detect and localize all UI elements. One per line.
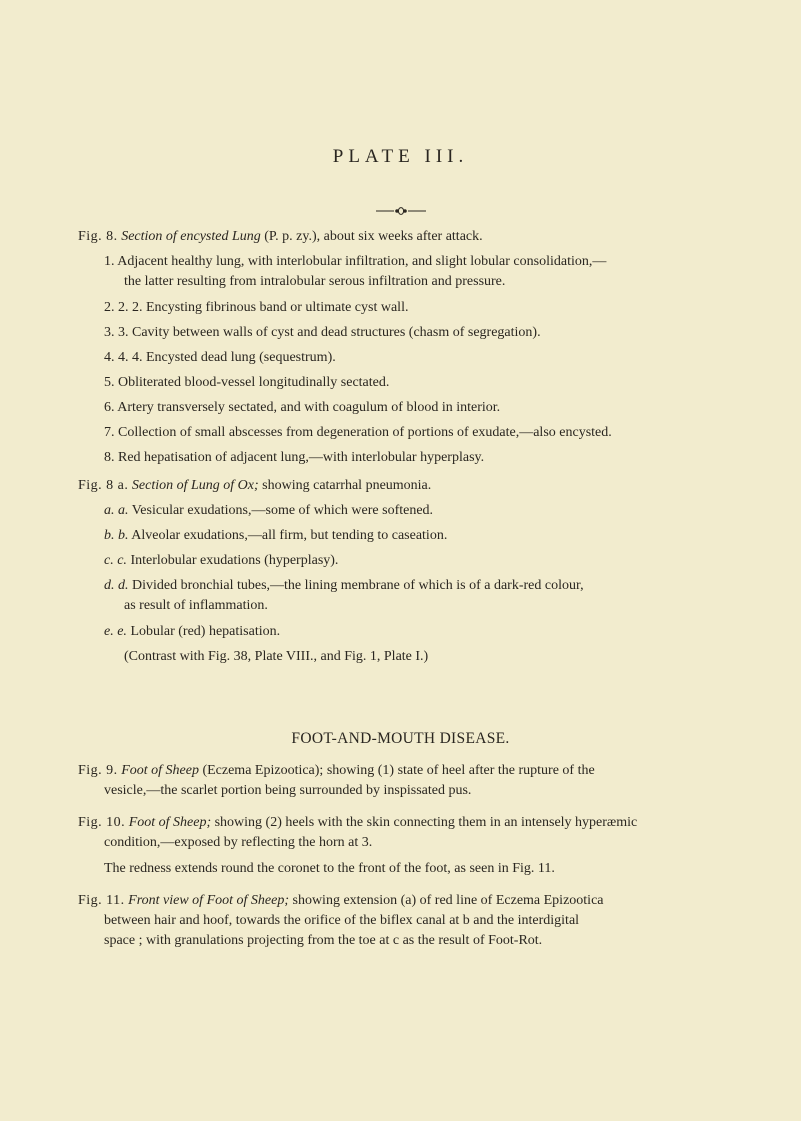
- item-text: Cavity between walls of cyst and dead structures (chasm of segregation).: [132, 325, 541, 340]
- fig-11-label: Fig. 11.: [78, 893, 125, 908]
- fig-8-label: Fig. 8.: [78, 229, 118, 244]
- item-text: Encysted dead lung (sequestrum).: [146, 350, 336, 365]
- fig-10-line-3: The redness extends round the coronet to the front of the foot, as seen in Fig. 11.: [104, 861, 555, 876]
- fig-8a-item: [104, 622, 280, 642]
- fig-8a-item: [104, 501, 433, 521]
- fig-8-item: [104, 323, 541, 343]
- fig-10-label: Fig. 10.: [78, 815, 126, 830]
- fig-9-title: Foot of Sheep: [121, 763, 199, 778]
- fig-8a-caption: [78, 476, 431, 496]
- item-text: Adjacent healthy lung, with interlobular infiltration, and slight lobular consolidation,—: [117, 254, 607, 269]
- fig-8a-item: [104, 576, 584, 596]
- item-label: 5.: [104, 375, 115, 390]
- fig-8a-note: (Contrast with Fig. 38, Plate VIII., and Fig. 1, Plate I.): [124, 649, 429, 664]
- fig-8-caption: [78, 227, 483, 247]
- item-label: 2. 2. 2.: [104, 300, 143, 315]
- item-text: Alveolar exudations,—all firm, but tending to caseation.: [131, 528, 448, 543]
- fig-8a-title: Section of Lung of Ox;: [131, 478, 259, 493]
- item-label: a. a.: [104, 503, 129, 518]
- fig-8-item: [104, 373, 389, 393]
- fig-9-caption: [78, 761, 595, 781]
- fig-9-line-1: (Eczema Epizootica); showing (1) state of heel after the rupture of the: [198, 763, 595, 778]
- fig-10-title: Foot of Sheep;: [128, 815, 212, 830]
- item-label: 6.: [104, 400, 115, 415]
- item-label: e. e.: [104, 624, 127, 639]
- fig-8-item: [104, 298, 408, 318]
- fig-8a-item: [104, 526, 447, 546]
- fig-8-item: [104, 448, 484, 468]
- item-text: Artery transversely sectated, and with coagulum of blood in interior.: [117, 400, 501, 415]
- item-label: b. b.: [104, 528, 129, 543]
- fig-8a-item: [104, 551, 338, 571]
- fig-8-rest: (P. p. zy.), about six weeks after attack.: [260, 229, 483, 244]
- item-label: 8.: [104, 450, 115, 465]
- item-label: 4. 4. 4.: [104, 350, 143, 365]
- item-label: 3. 3.: [104, 325, 129, 340]
- item-text: Encysting fibrinous band or ultimate cyst wall.: [146, 300, 409, 315]
- plate-title: PLATE III.: [332, 146, 469, 167]
- ornament-divider: [376, 205, 426, 217]
- fig-8a-item-continuation: as result of inflammation.: [124, 598, 268, 613]
- fig-8-item: [104, 423, 612, 443]
- item-text: Obliterated blood-vessel longitudinally sectated.: [118, 375, 390, 390]
- fig-9-label: Fig. 9.: [78, 763, 118, 778]
- fig-9-line-2: vesicle,—the scarlet portion being surrounded by inspissated pus.: [104, 783, 472, 798]
- item-label: 7.: [104, 425, 115, 440]
- item-text: Red hepatisation of adjacent lung,—with interlobular hyperplasy.: [118, 450, 485, 465]
- item-text: Interlobular exudations (hyperplasy).: [130, 553, 339, 568]
- fig-10-line-1: showing (2) heels with the skin connecting them in an intensely hyperæmic: [211, 815, 638, 830]
- fig-11-caption: [78, 891, 604, 911]
- item-text: Lobular (red) hepatisation.: [130, 624, 281, 639]
- item-label: c. c.: [104, 553, 127, 568]
- item-label: 1.: [104, 254, 115, 269]
- fig-11-line-1: showing extension (a) of red line of Eczema Epizootica: [289, 893, 604, 908]
- fig-8-item: [104, 398, 500, 418]
- fig-8a-label: Fig. 8 a.: [78, 478, 129, 493]
- fig-10-line-2: condition,—exposed by reflecting the horn at 3.: [104, 835, 373, 850]
- fig-8a-rest: showing catarrhal pneumonia.: [258, 478, 432, 493]
- fig-8-title: Section of encysted Lung: [121, 229, 261, 244]
- item-label: d. d.: [104, 578, 129, 593]
- fig-11-line-2: between hair and hoof, towards the orifice of the biflex canal at b and the interdigital: [104, 913, 580, 928]
- item-text: Divided bronchial tubes,—the lining membrane of which is of a dark-red colour,: [132, 578, 584, 593]
- fig-11-line-3: space ; with granulations projecting from the toe at c as the result of Foot-Rot.: [104, 933, 543, 948]
- fig-8-item-continuation: the latter resulting from intralobular serous infiltration and pressure.: [124, 274, 506, 289]
- fig-8-item: [104, 252, 606, 272]
- fig-10-caption: [78, 813, 637, 833]
- item-text: Collection of small abscesses from degeneration of portions of exudate,—also encysted.: [118, 425, 612, 440]
- item-text: Vesicular exudations,—some of which were softened.: [131, 503, 434, 518]
- section-heading: FOOT-AND-MOUTH DISEASE.: [291, 730, 510, 747]
- fig-11-title: Front view of Foot of Sheep;: [128, 893, 289, 908]
- fig-8-item: [104, 348, 336, 368]
